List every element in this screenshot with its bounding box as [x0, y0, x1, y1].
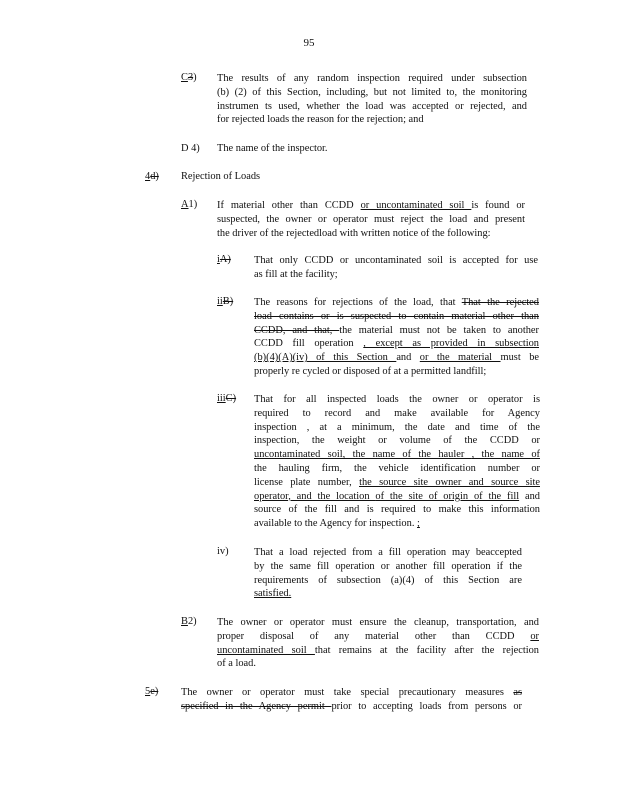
label-d4: D 4) — [181, 143, 200, 154]
label-a1: A1) — [181, 199, 198, 210]
section-d4-text: The name of the inspector. — [217, 143, 328, 154]
section-a1-text: If material other than CCDD or uncontaminated soil is found or suspected, the owner or operator must reject the load and present the driver of the rejectedload with written notice of the following: — [217, 200, 525, 239]
label-c3: C3) — [181, 72, 197, 83]
label-5: 5e) — [145, 686, 159, 697]
section-i-text: That only CCDD or uncontaminated soil is accepted for use as fill at the facility; — [254, 255, 538, 280]
section-iii-text: That for all inspected loads the owner or operator is required to record and make available for Agency inspection , at a minimum, the date and time of the inspection, the weight or volume of the CCDD or uncontaminated soil, the name of the hauler , the name of the hauling firm, the vehicle identification number or license plate number, the source site owner and source site operator, and the location of the site of origin of the fill and source of the fill and is required to make this information available to the Agency for inspection. ; — [254, 394, 540, 530]
section-b2-text: The owner or operator must ensure the cleanup, transportation, and proper disposal of any material other than CCDD or uncontaminated soil that remains at the facility after the rejection of a load. — [217, 617, 539, 670]
page-number: 95 — [303, 37, 315, 49]
label-i: iA) — [217, 254, 231, 265]
label-b2: B2) — [181, 616, 197, 627]
label-iii: iiiC) — [217, 393, 237, 404]
section-ii-text: The reasons for rejections of the load, that That the rejected load contains or is suspected to contain material other than CCDD, and that, the material must not be taken to another CCDD fill operation , except as provided in subsection (b)(4)(A)(iv) of this Section and or the material must be properly re cycled or disposed of at a permitted landfill; — [254, 297, 539, 377]
section-c3-text: The results of any random inspection required under subsection (b) (2) of this Section, including, but not limited to, the monitoring instrumen ts used, whether the load was accepted or rejected, and for rejected loads the reason for the rejection; and — [217, 73, 527, 126]
label-ii: iiB) — [217, 296, 234, 307]
label-iv: iv) — [217, 546, 229, 557]
section-5-text: The owner or operator must take special precautionary measures as specified in the Agency permit prior to accepting loads from persons or — [181, 687, 522, 712]
section-iv-text: That a load rejected from a fill operation may beaccepted by the same fill operation or another fill operation if the requirements of subsection (a)(4) of this Section are satisfied. — [254, 547, 522, 600]
section-4-heading: Rejection of Loads — [181, 171, 261, 182]
label-4: 4d) — [145, 171, 159, 182]
